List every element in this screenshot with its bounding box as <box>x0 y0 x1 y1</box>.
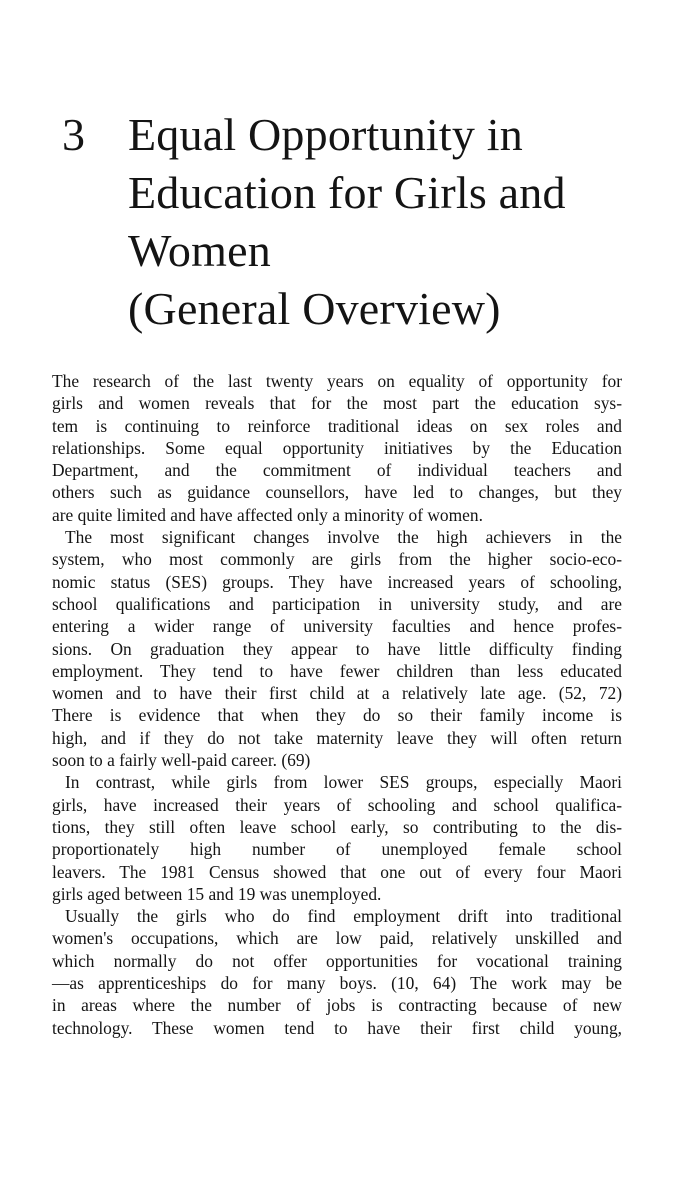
paragraph-4 <box>52 905 622 1039</box>
text-line: employment. They tend to have fewer children than less educated <box>52 660 622 681</box>
text-line: The research of the last twenty years on equality of opportunity for <box>52 371 622 391</box>
text-line: girls, have increased their years of schooling and school qualifica- <box>52 794 622 815</box>
text-line: The most significant changes involve the high achievers in the <box>65 527 622 548</box>
paragraph-3 <box>52 771 622 905</box>
text-line: tem is continuing to reinforce traditional ideas on sex roles and <box>52 415 622 436</box>
paragraph-1 <box>52 370 622 526</box>
text-line: others such as guidance counsellors, have led to changes, but they <box>52 482 622 503</box>
text-line: school qualifications and participation in university study, and are <box>52 593 622 614</box>
text-line: sions. On graduation they appear to have little difficulty finding <box>52 638 622 659</box>
body-text <box>52 370 622 1039</box>
chapter-title-line: Education for Girls and <box>128 167 566 218</box>
chapter-title-line: Women <box>128 225 271 276</box>
text-line: nomic status (SES) groups. They have increased years of schooling, <box>52 571 622 592</box>
text-line: girls aged between 15 and 19 was unemployed. <box>52 883 382 904</box>
chapter-title <box>128 106 668 338</box>
text-line: There is evidence that when they do so their family income is <box>52 705 622 726</box>
text-line: women and to have their first child at a relatively late age. (52, 72) <box>52 683 622 704</box>
chapter-number: 3 <box>62 109 85 160</box>
text-line: relationships. Some equal opportunity initiatives by the Education <box>52 437 622 458</box>
text-line: tions, they still often leave school early, so contributing to the dis- <box>52 816 622 837</box>
text-line: technology. These women tend to have their first child young, <box>52 1017 622 1038</box>
text-line: high, and if they do not take maternity leave they will often return <box>52 727 622 748</box>
text-line: are quite limited and have affected only a minority of women. <box>52 504 483 525</box>
text-line: women's occupations, which are low paid, relatively unskilled and <box>52 928 622 949</box>
chapter-title-line: (General Overview) <box>128 283 501 334</box>
text-line: which normally do not offer opportunities for vocational training <box>52 950 622 971</box>
text-line: proportionately high number of unemployed female school <box>52 839 622 860</box>
text-line: system, who most commonly are girls from the higher socio-eco- <box>52 549 622 570</box>
text-line: entering a wider range of university faculties and hence profes- <box>52 616 622 637</box>
chapter-title-line: Equal Opportunity in <box>128 109 523 160</box>
text-line: soon to a fairly well-paid career. (69) <box>52 750 311 771</box>
text-line: Department, and the commitment of individual teachers and <box>52 460 622 481</box>
paragraph-2 <box>52 526 622 771</box>
text-line: —as apprenticeships do for many boys. (10, 64) The work may be <box>52 973 622 994</box>
text-line: In contrast, while girls from lower SES groups, especially Maori <box>65 772 622 793</box>
text-line: leavers. The 1981 Census showed that one out of every four Maori <box>52 861 622 882</box>
text-line: Usually the girls who do find employment drift into traditional <box>65 906 622 927</box>
text-line: girls and women reveals that for the most part the education sys- <box>52 393 622 414</box>
text-line: in areas where the number of jobs is contracting because of new <box>52 995 622 1016</box>
